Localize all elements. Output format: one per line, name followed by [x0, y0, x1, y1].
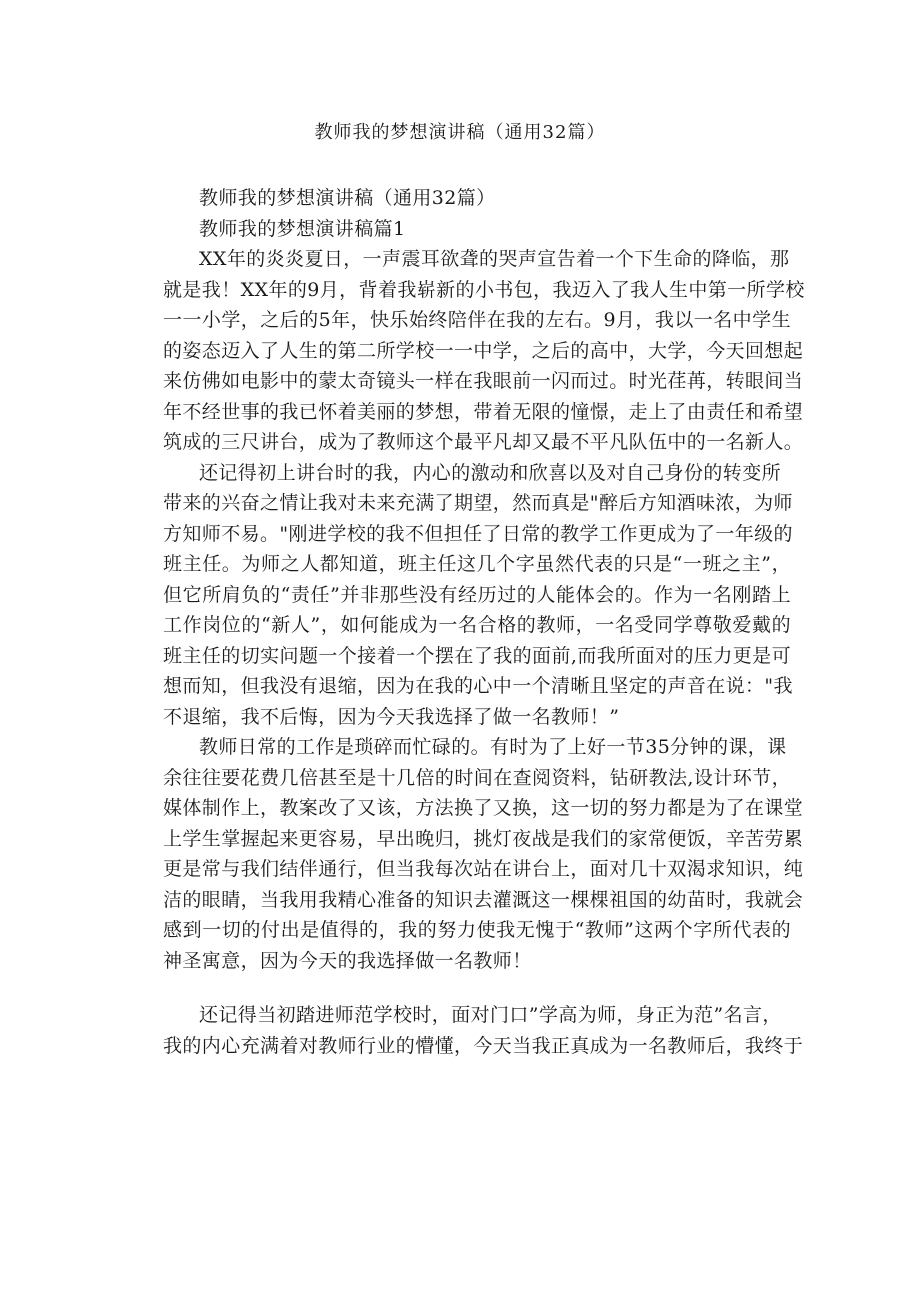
paragraph-line: 来仿佛如电影中的蒙太奇镜头一样在我眼前一闪而过。时光荏苒，转眼间当: [163, 370, 804, 392]
paragraph-line: 上学生掌握起来更容易，早出晚归，挑灯夜战是我们的家常便饭，辛苦劳累: [163, 827, 804, 850]
paragraph-line: XX年的炎炎夏日，一声震耳欲聋的哭声宣告着一个下生命的降临，那: [199, 248, 790, 270]
paragraph-line: 带来的兴奋之情让我对未来充满了期望，然而真是"醉后方知酒味浓，为师: [163, 492, 793, 514]
paragraph-line: 年不经世事的我已怀着美丽的梦想，带着无限的憧憬，走上了由责任和希望: [163, 400, 804, 423]
subtitle: 教师我的梦想演讲稿（通用32篇）: [199, 187, 496, 209]
paragraph-line: 但它所肩负的“责任”并非那些没有经历过的人能体会的。作为一名刚踏上: [163, 583, 791, 606]
paragraph-line: 更是常与我们结伴通行，但当我每次站在讲台上，面对几十双渴求知识，纯: [163, 858, 804, 880]
paragraph-line: 余往往要花费几倍甚至是十几倍的时间在查阅资料，钻研教法,设计环节，: [163, 766, 791, 789]
paragraph-line: 洁的眼睛，当我用我精心准备的知识去灌溉这一棵棵祖国的幼苗时，我就会: [163, 888, 804, 911]
paragraph-line: 感到一切的付出是值得的，我的努力使我无愧于“教师”这两个字所代表的: [163, 919, 791, 941]
paragraph-line: 还记得当初踏进师范学校时，面对门口”学高为师，身正为范”名言，: [199, 1004, 782, 1026]
paragraph-line: 我的内心充满着对教师行业的懵懂，今天当我正真成为一名教师后，我终于: [163, 1034, 804, 1057]
paragraph-line: 筑成的三尺讲台，成为了教师这个最平凡却又最不平凡队伍中的一名新人。: [163, 431, 804, 453]
paragraph-1: [163, 244, 805, 458]
paragraph-line: 不退缩，我不后悔，因为今天我选择了做一名教师！”: [163, 705, 620, 728]
paragraph-line: 工作岗位的“新人”，如何能成为一名合格的教师，一名受同学尊敬爱戴的: [163, 614, 791, 636]
paragraph-gap: [163, 976, 791, 1000]
paragraph-line: 神圣寓意，因为今天的我选择做一名教师！: [163, 949, 532, 972]
paragraph-line: 就是我！XX年的9月，背着我崭新的小书包，我迈入了我人生中第一所学校: [163, 278, 805, 301]
paragraph-2: [163, 458, 791, 733]
paragraph-line: 教师日常的工作是琐碎而忙碌的。有时为了上好一节35分钟的课，课: [199, 736, 787, 758]
paragraph-line: 一一小学，之后的5年，快乐始终陪伴在我的左右。9月，我以一名中学生: [163, 309, 791, 331]
paragraph-4: [163, 1000, 804, 1061]
paragraph-line: 媒体制作上，教案改了又该，方法换了又换，这一切的努力都是为了在课堂: [163, 797, 804, 819]
paragraph-line: 班主任的切实问题一个接着一个摆在了我的面前,而我所面对的压力更是可: [163, 644, 791, 667]
document-title: 教师我的梦想演讲稿（通用32篇）: [314, 122, 606, 143]
paragraph-line: 方知师不易。"刚进学校的我不但担任了日常的教学工作更成为了一年级的: [163, 522, 793, 545]
paragraph-line: 的姿态迈入了人生的第二所学校一一中学，之后的高中，大学，今天回想起: [163, 339, 804, 362]
section-heading: 教师我的梦想演讲稿篇1: [199, 217, 406, 240]
paragraph-line: 还记得初上讲台时的我，内心的激动和欣喜以及对自己身份的转变所: [199, 461, 782, 484]
paragraph-3: [163, 732, 804, 976]
paragraph-line: 班主任。为师之人都知道，班主任这几个字虽然代表的只是“一班之主”，: [163, 553, 791, 575]
document-body: [163, 183, 805, 1061]
paragraph-line: 想而知，但我没有退缩，因为在我的心中一个清晰且坚定的声音在说："我: [163, 675, 793, 697]
